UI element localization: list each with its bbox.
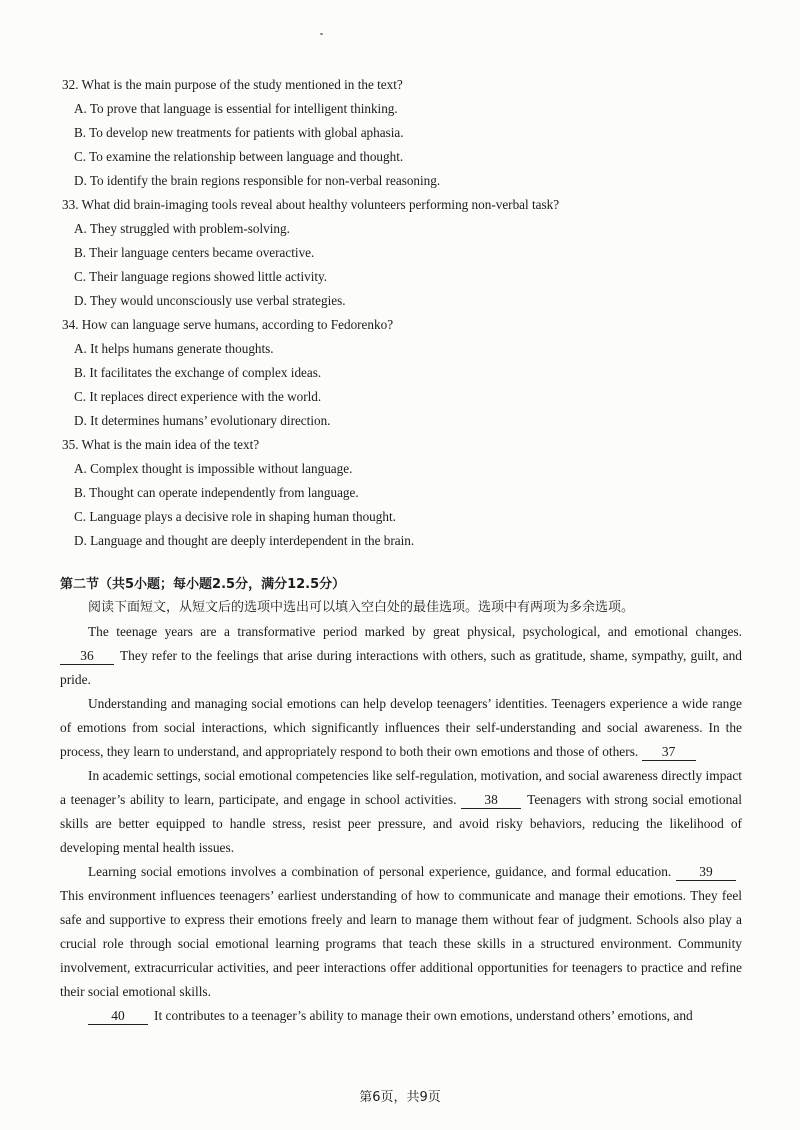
paragraph-text: Understanding and managing social emotions can help develop teenagers’ identities. Teenagers experience a wide range of emotions from social interactions, which significantly influences their self-understanding and social awareness. In the process, they learn to understand, and appropriately respond to both their own emotions and those of others. — [60, 696, 742, 759]
section-instruction: 阅读下面短文，从短文后的选项中选出可以填入空白处的最佳选项。选项中有两项为多余选项。 — [88, 600, 635, 615]
page-footer: 第6页，共9页 — [359, 1090, 441, 1105]
blank-36[interactable]: 36 — [60, 648, 114, 665]
paragraph-text: They refer to the feelings that arise during interactions with others, such as gratitude, shame, sympathy, guilt, and pride. — [60, 648, 742, 687]
question-stem: 33. What did brain-imaging tools reveal about healthy volunteers performing non-verbal task? — [62, 197, 560, 212]
question-34 — [62, 313, 762, 433]
blank-37[interactable]: 37 — [642, 744, 696, 761]
paragraph-text: Learning social emotions involves a combination of personal experience, guidance, and formal education. — [88, 864, 672, 879]
question-33 — [62, 193, 762, 313]
paragraph-text: It contributes to a teenager’s ability to manage their own emotions, understand others’ emotions, and — [154, 1008, 693, 1023]
question-35 — [62, 433, 762, 553]
question-list — [62, 73, 762, 553]
option-d: D. They would unconsciously use verbal strategies. — [74, 293, 346, 308]
question-32 — [62, 73, 762, 193]
paragraph-text: In academic settings, social emotional competencies like self-regulation, motivation, and social awareness directly impact a teenager’s ability to learn, participate, and engage in school activities. — [60, 768, 742, 807]
option-c: C. It replaces direct experience with the world. — [74, 389, 322, 404]
option-c: C. To examine the relationship between language and thought. — [74, 149, 404, 164]
option-c: C. Language plays a decisive role in shaping human thought. — [74, 509, 396, 524]
paragraph-text: This environment influences teenagers’ earliest understanding of how to communicate and manage their emotions. They feel safe and supportive to express their emotions freely and learn to manage them without fear of judgment. Schools also play a crucial role through social emotional learning programs that teach these skills in a structured environment. Community involvement, extracurricular activities, and peer interactions offer additional opportunities for teenagers to practice and refine their social emotional skills. — [60, 888, 742, 999]
question-stem: 34. How can language serve humans, according to Fedorenko? — [62, 317, 394, 332]
passage-paragraph-5 — [60, 1004, 742, 1028]
passage-paragraph-3 — [60, 764, 742, 860]
option-d: D. It determines humans’ evolutionary direction. — [74, 413, 331, 428]
option-a: A. It helps humans generate thoughts. — [74, 341, 274, 356]
option-c: C. Their language regions showed little activity. — [74, 269, 328, 284]
passage-paragraph-2 — [60, 692, 742, 764]
option-b: B. Thought can operate independently from language. — [74, 485, 359, 500]
option-b: B. To develop new treatments for patients with global aphasia. — [74, 125, 404, 140]
option-a: A. Complex thought is impossible without language. — [74, 461, 353, 476]
question-stem: 32. What is the main purpose of the study mentioned in the text? — [62, 77, 403, 92]
section-title: 第二节（共5小题；每小题2.5分，满分12.5分） — [60, 577, 346, 592]
section-two — [60, 574, 742, 1028]
paragraph-text: Teenagers with strong social emotional skills are better equipped to handle stress, resist peer pressure, and avoid risky behaviors, reducing the likelihood of developing mental health issues. — [60, 792, 742, 855]
option-a: A. To prove that language is essential for intelligent thinking. — [74, 101, 398, 116]
blank-38[interactable]: 38 — [461, 792, 521, 809]
passage-paragraph-4 — [60, 860, 742, 1004]
scan-mark — [320, 33, 323, 35]
passage-paragraph-1 — [60, 620, 742, 692]
option-a: A. They struggled with problem-solving. — [74, 221, 290, 236]
option-b: B. It facilitates the exchange of complex ideas. — [74, 365, 322, 380]
option-d: D. To identify the brain regions responsible for non-verbal reasoning. — [74, 173, 441, 188]
option-d: D. Language and thought are deeply interdependent in the brain. — [74, 533, 415, 548]
option-b: B. Their language centers became overactive. — [74, 245, 315, 260]
question-stem: 35. What is the main idea of the text? — [62, 437, 260, 452]
blank-40[interactable]: 40 — [88, 1008, 148, 1025]
blank-39[interactable]: 39 — [676, 864, 736, 881]
paragraph-text: The teenage years are a transformative period marked by great physical, psychological, and emotional changes. — [88, 624, 742, 639]
